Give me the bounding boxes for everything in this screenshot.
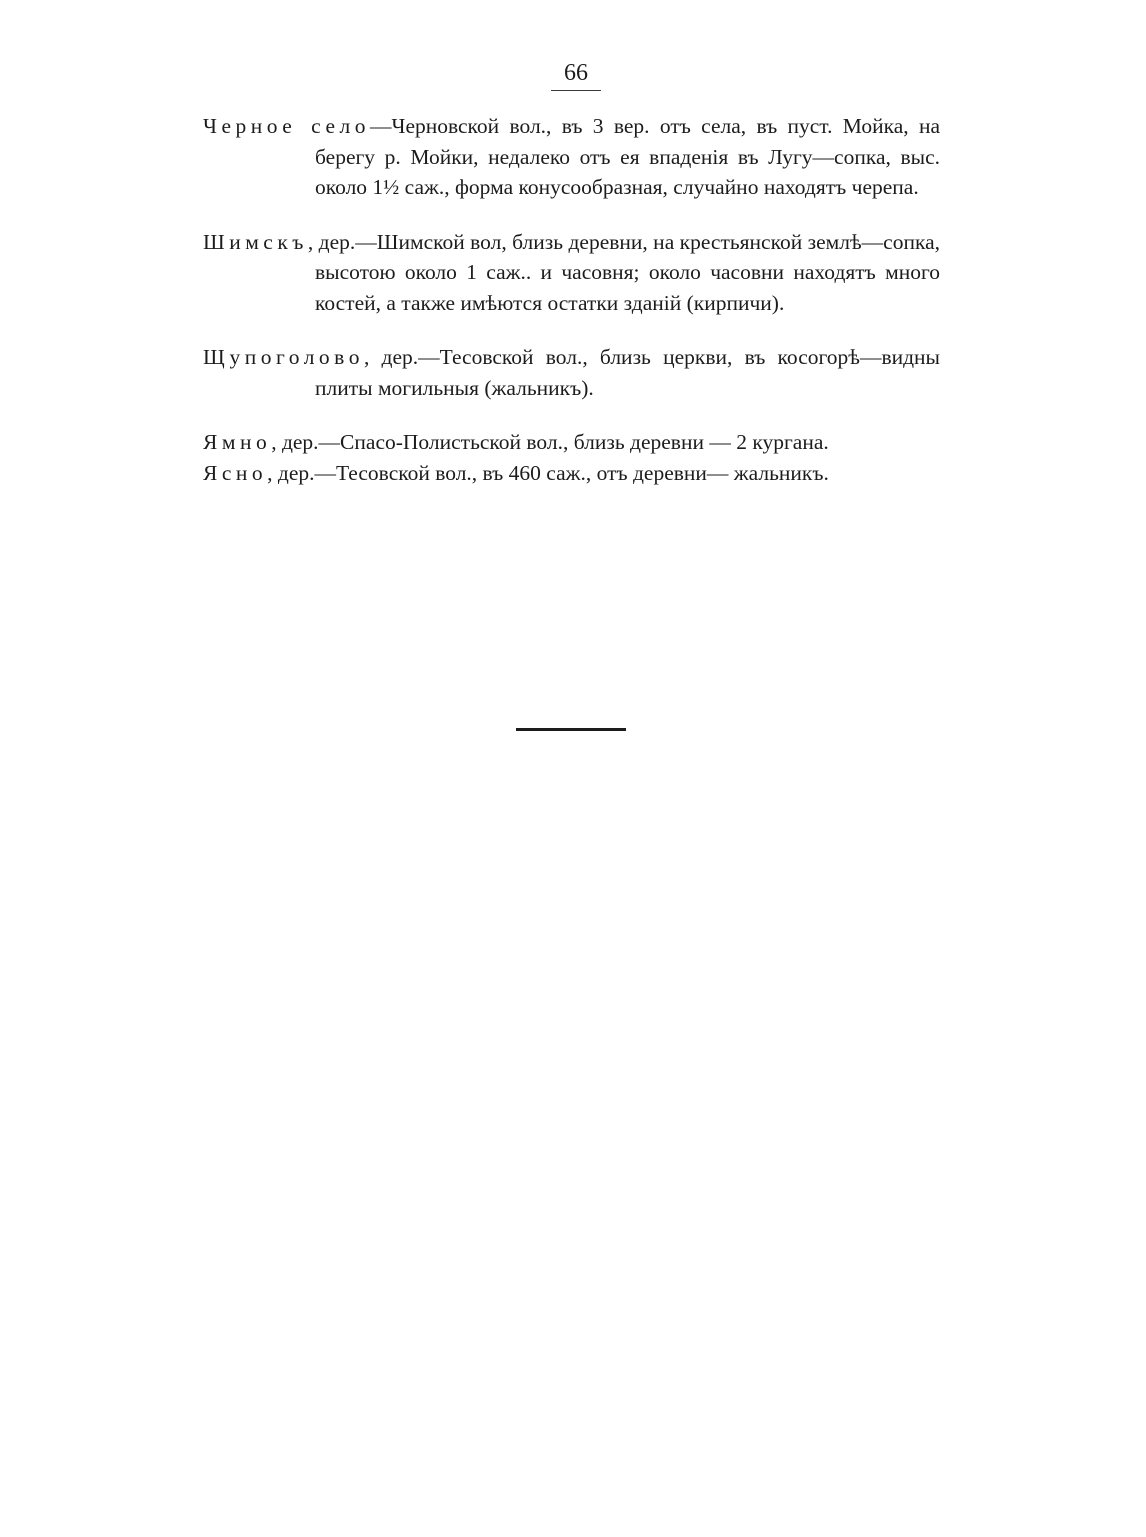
page-body [203, 111, 940, 488]
entry-text: —Черновской вол., въ 3 вер. отъ села, въ пуст. Мойка, на берегу р. Мойки, недалеко отъ ея впаденія въ Лугу—сопка, выс. около 1½ саж., форма конусообразная, случайно находятъ черепа. [315, 114, 940, 199]
entry-headword: Шимскъ [203, 229, 308, 254]
entry-text: , дер.—Спасо-Полистьской вол., близь деревни — 2 кургана. [271, 430, 829, 454]
entry-text: , дер.—Тесовской вол., близь церкви, въ косогорѣ—видны плиты могильныя (жальникъ). [315, 345, 940, 400]
entry-headword: Ямно [203, 430, 272, 454]
entry-text: , дер.—Тесовской вол., въ 460 саж., отъ деревни— жальникъ. [267, 460, 829, 485]
entry-text: , дер.—Шимской вол, близь деревни, на крестьянской землѣ—сопка, высотою около 1 саж.. и часовня; около часовни находятъ много костей, а также имѣются остатки зданій (кирпичи). [307, 229, 940, 315]
entry-headword: Щупоголово [203, 345, 364, 369]
entry-chernoe-selo [203, 111, 940, 203]
entry-yasno [203, 458, 940, 489]
end-rule [516, 728, 626, 731]
entry-headword: Ясно [203, 460, 268, 485]
page-number-rule [551, 90, 601, 91]
entry-shimsk [203, 227, 940, 319]
entry-shchupogolovo [203, 342, 940, 403]
page-number: 66 [564, 60, 588, 86]
entry-headword: Черное село [203, 114, 370, 138]
entry-yamno [203, 427, 940, 458]
